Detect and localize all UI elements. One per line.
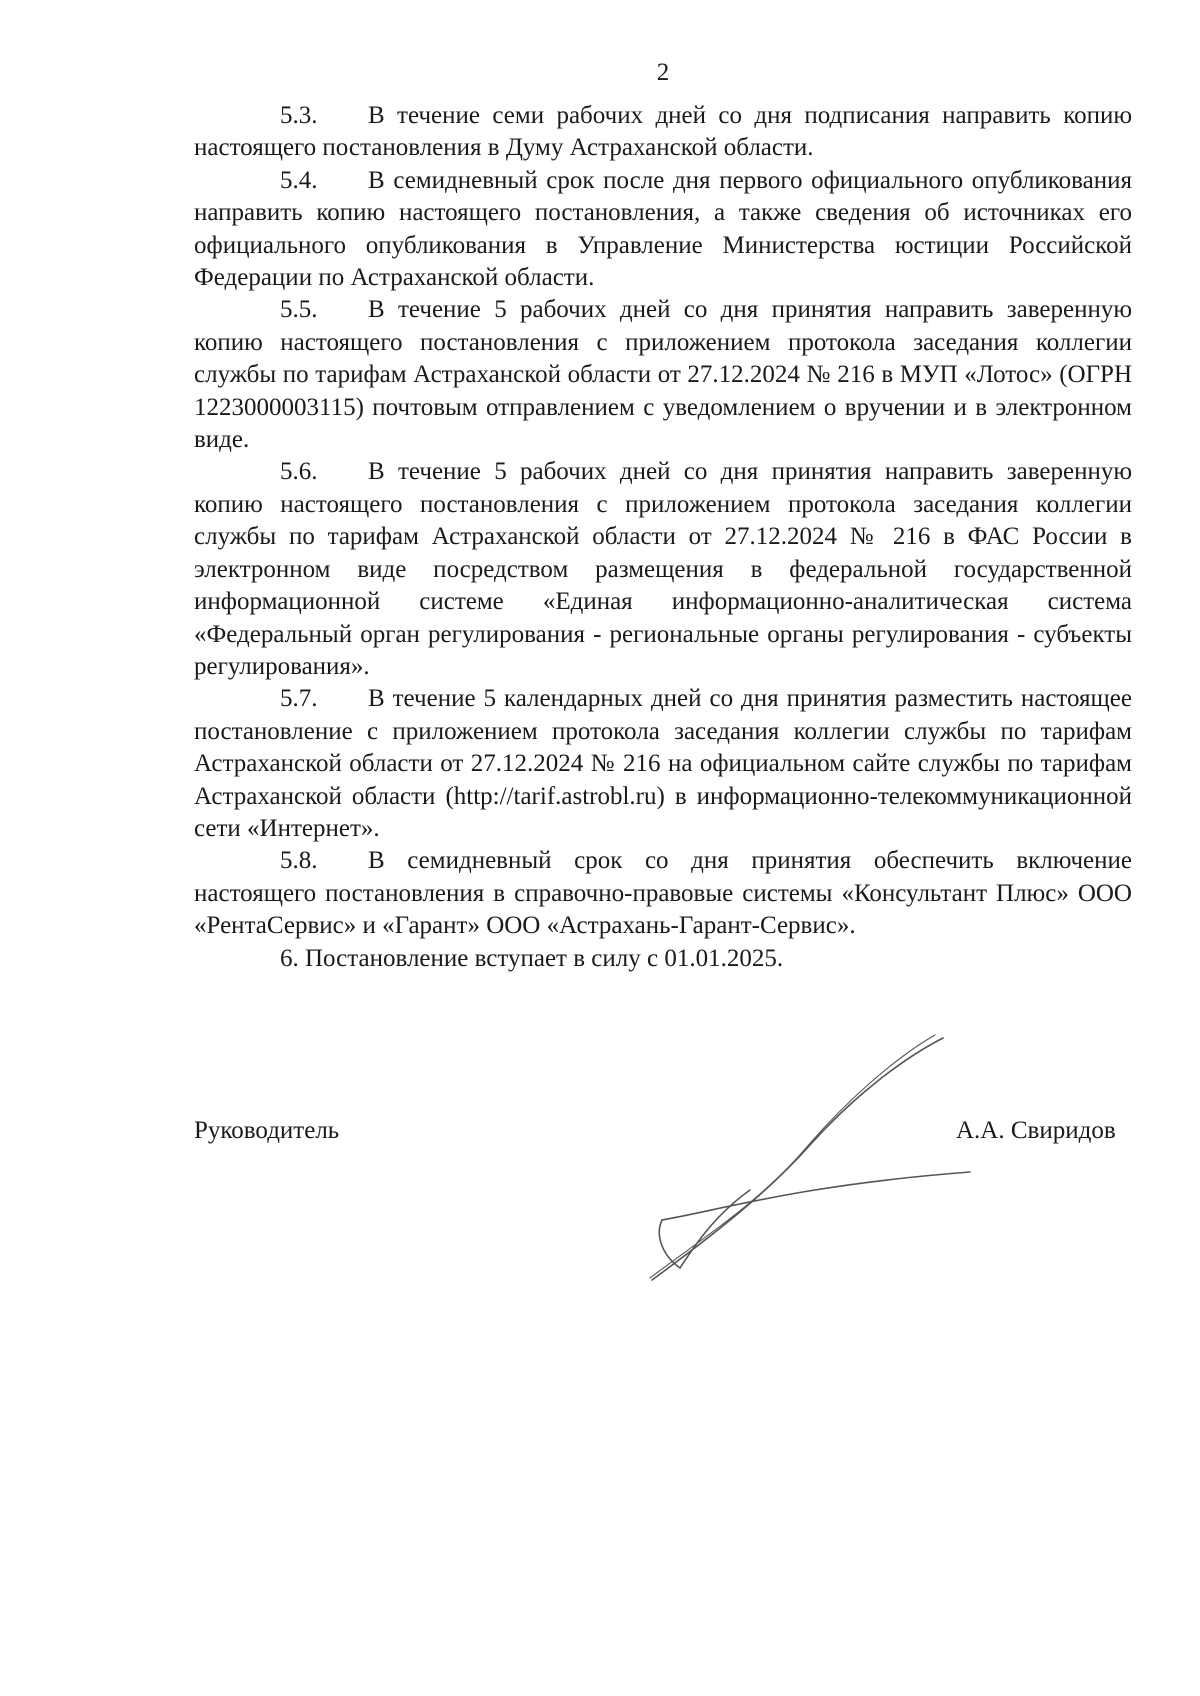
paragraph-6	[194, 943, 1132, 975]
paragraph-number: 5.8.	[280, 847, 318, 875]
paragraph-5-8	[194, 845, 1132, 942]
signatory-name: А.А. Свиридов	[956, 1117, 1116, 1144]
paragraph-5-7	[194, 683, 1132, 845]
paragraph-number: 5.4.	[280, 166, 318, 194]
paragraph-number: 5.5.	[280, 296, 318, 324]
handwritten-signature-icon	[640, 1030, 980, 1290]
paragraph-number: 5.7.	[280, 685, 318, 713]
document-body	[194, 100, 1132, 975]
paragraph-text: В течение 5 рабочих дней со дня принятия направить заверенную копию настоящего постановления с приложением протокола заседания коллегии службы по тарифам Астраханской области от 27.12.2024 № 216 в МУП «Лотос» (ОГРН 1223000003115) почтовым отправлением с уведомлением о вручении и в электронном виде.	[194, 296, 1132, 454]
paragraph-text: 6. Постановление вступает в силу с 01.01.2025.	[280, 944, 784, 972]
paragraph-text: В течение семи рабочих дней со дня подписания направить копию настоящего постановления в Думу Астраханской области.	[194, 102, 1132, 162]
paragraph-text: В семидневный срок со дня принятия обеспечить включение настоящего постановления в справочно-правовые системы «Консультант Плюс» ООО «РентаСервис» и «Гарант» ООО «Астрахань-Гарант-Сервис».	[194, 847, 1132, 940]
page-number: 2	[656, 59, 670, 86]
paragraph-5-4	[194, 165, 1132, 295]
signatory-position: Руководитель	[194, 1117, 340, 1144]
paragraph-text: В течение 5 календарных дней со дня принятия разместить настоящее постановление с приложением протокола заседания коллегии службы по тарифам Астраханской области от 27.12.2024 № 216 на официальном сайте службы по тарифам Астраханской области (http://tarif.astrobl.ru) в информационно-телекоммуникационной сети «Интернет».	[194, 685, 1132, 842]
paragraph-5-6	[194, 456, 1132, 683]
paragraph-number: 5.6.	[280, 458, 318, 486]
paragraph-number: 5.3.	[280, 102, 318, 129]
paragraph-5-5	[194, 294, 1132, 456]
paragraph-5-3	[194, 100, 1132, 165]
paragraph-text: В течение 5 рабочих дней со дня принятия направить заверенную копию настоящего постановления с приложением протокола заседания коллегии службы по тарифам Астраханской области от 27.12.2024 № 216 в ФАС России в электронном виде посредством размещения в федеральной государственной информационной системе «Единая информационно-аналитическая система «Федеральный орган регулирования - региональные органы регулирования - субъекты регулирования».	[194, 458, 1132, 680]
paragraph-text: В семидневный срок после дня первого официального опубликования направить копию настоящего постановления, а также сведения об источниках его официального опубликования в Управление Министерства юстиции Российской Федерации по Астраханской области.	[194, 166, 1132, 292]
